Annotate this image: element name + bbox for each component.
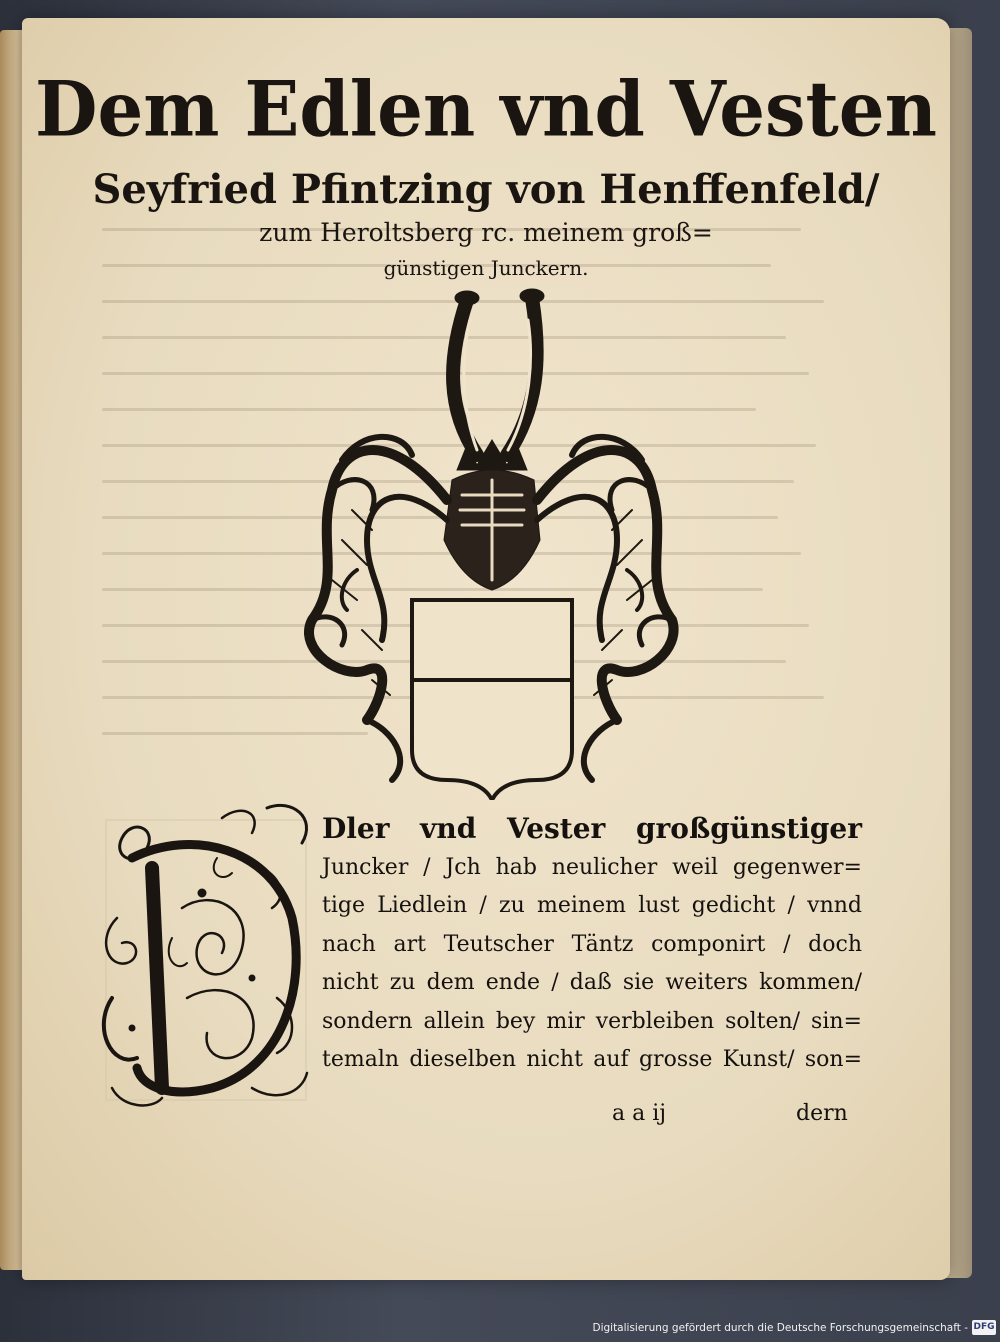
body-line: temaln dieselben nicht auf grosse Kunst/ son= (322, 1047, 862, 1072)
dedication-name: Seyfried Pfintzing von Henffenfeld/ (92, 166, 880, 213)
decorated-initial-d (92, 798, 324, 1116)
body-line: nicht zu dem ende / daß sie weiters kommen/ (322, 970, 862, 995)
body-line: sondern allein bey mir verbleiben solten/ sin= (322, 1008, 862, 1034)
digitization-credit: Digitalisierung gefördert durch die Deutsche Forschungsgemeinschaft - (592, 1322, 968, 1334)
signature-mark: a a ij (612, 1101, 667, 1126)
body-line: tige Liedlein / zu meinem lust gedicht / vnnd (322, 893, 862, 918)
dedication-title: Dem Edlen vnd Vesten (35, 63, 937, 154)
dedication-place: zum Heroltsberg rc. meinem groß= (259, 218, 713, 247)
dfg-logo: DFG (972, 1320, 996, 1335)
dedication-body (322, 810, 862, 1080)
catchword: dern (796, 1101, 848, 1126)
dedication-closing: günstigen Junckern. (383, 256, 589, 280)
body-line: Dler vnd Vester großgünstiger (322, 812, 862, 845)
body-line: Juncker / Jch hab neulicher weil gegenwer= (322, 854, 862, 880)
body-line: nach art Teutscher Täntz componirt / doch (322, 931, 862, 957)
coat-of-arms-woodcut (272, 280, 692, 800)
book-page (22, 18, 950, 1280)
